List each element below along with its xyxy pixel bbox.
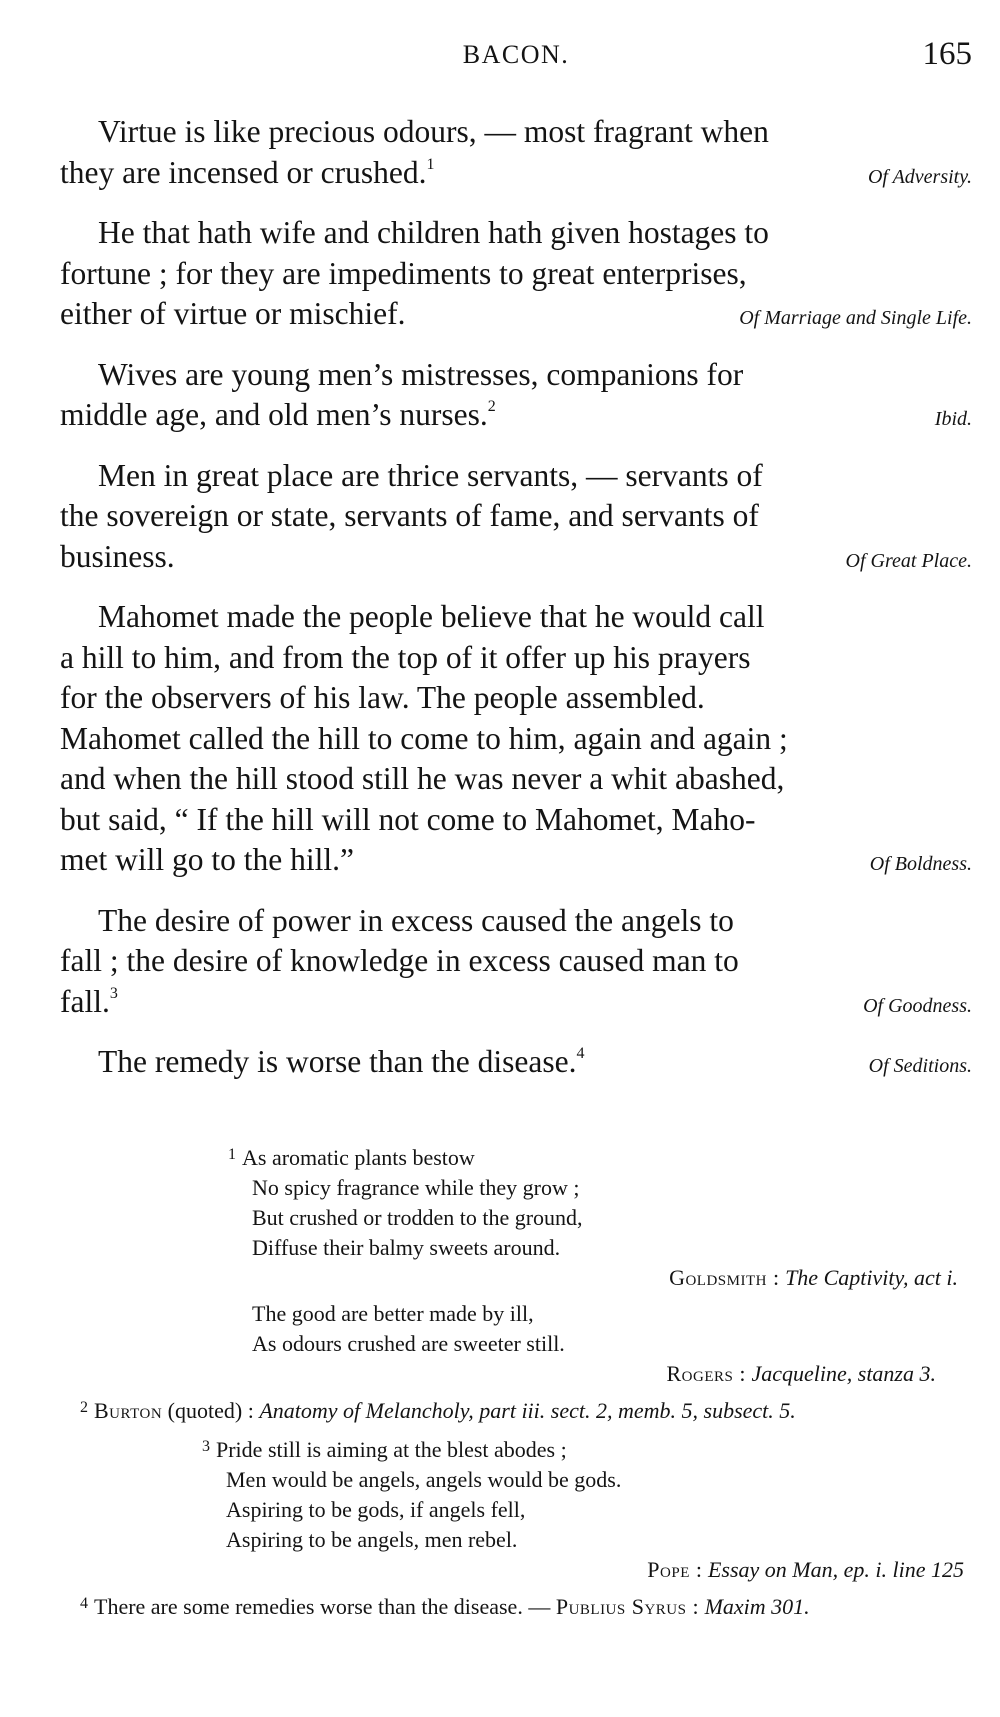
quotation-source: Ibid. [934, 408, 972, 430]
footnote-text: (quoted) : [162, 1398, 260, 1423]
page-header [60, 36, 972, 76]
quotation-source: Of Boldness. [869, 853, 972, 875]
quotation-line-last: met will go to the hill.” [60, 842, 354, 877]
footnote-1 [60, 1140, 972, 1389]
footnote-ref: 2 [487, 398, 496, 415]
quotations [60, 112, 972, 1103]
quotation-line: He that hath wife and children hath given hostages to [98, 215, 769, 250]
quotation-line-last [60, 395, 496, 436]
attribution-work: The Captivity, act i. [785, 1265, 958, 1290]
footnote-mark: 2 [80, 1399, 88, 1416]
quotation-line: Virtue is like precious odours, — most fragrant when [98, 114, 769, 149]
poem-line [228, 1140, 972, 1173]
footnote-3 [60, 1432, 972, 1585]
footnote-mark: 1 [228, 1146, 236, 1163]
quotation-line: Mahomet called the hill to come to him, again and again ; [60, 720, 788, 756]
footnote-text: There are some remedies worse than the disease. — [94, 1594, 556, 1619]
quotation-tail [60, 537, 972, 582]
quotation [60, 597, 972, 885]
poem-text: As aromatic plants bestow [242, 1145, 475, 1170]
footnote-author: Burton [94, 1398, 163, 1423]
quotation [60, 112, 972, 197]
quotation-line-last: either of virtue or mischief. [60, 296, 406, 331]
footnote-4 [60, 1589, 972, 1622]
quotation-source: Of Adversity. [867, 165, 972, 188]
footnote-work: Maxim 301. [704, 1594, 810, 1619]
footnote-attribution [60, 1555, 972, 1585]
quotation-tail [60, 1042, 972, 1087]
quotation-line: Mahomet made the people believe that he would call [98, 599, 765, 634]
poem-line: Diffuse their balmy sweets around. [252, 1235, 561, 1260]
footnotes [60, 1140, 972, 1622]
quotation-source: Of Marriage and Single Life. [739, 307, 972, 329]
quotation-text: they are incensed or crushed. [60, 154, 427, 190]
quotation [60, 1042, 972, 1087]
quotation-text: middle age, and old men’s nurses. [60, 397, 488, 432]
quotation-line: Wives are young men’s mistresses, companions for [98, 356, 744, 392]
attribution-author: Rogers : [666, 1361, 746, 1386]
footnote-ref: 4 [576, 1045, 585, 1062]
quotation-line-last [60, 982, 118, 1023]
quotation-line-last [60, 1042, 584, 1083]
quotation-line-last [60, 153, 434, 194]
quotation [60, 456, 972, 582]
quotation [60, 213, 972, 339]
footnote-2 [60, 1393, 972, 1426]
quotation-line: The desire of power in excess caused the angels to [98, 902, 734, 938]
poem-line: The good are better made by ill, [252, 1301, 534, 1326]
quotation-source: Of Seditions. [868, 1055, 972, 1077]
quotation-line: fall ; the desire of knowledge in excess caused man to [60, 943, 739, 978]
quotation-line: but said, “ If the hill will not come to Mahomet, Maho- [60, 801, 756, 837]
attribution-work: Jacqueline, stanza 3. [751, 1361, 936, 1386]
footnote-poem [202, 1432, 972, 1555]
footnote-ref: 1 [426, 155, 435, 173]
quotation-tail [60, 153, 972, 198]
poem-line: No spicy fragrance while they grow ; [252, 1175, 580, 1200]
poem-text: Pride still is aiming at the blest abodes ; [216, 1437, 567, 1462]
quotation [60, 355, 972, 440]
poem-line: Aspiring to be angels, men rebel. [226, 1527, 518, 1552]
footnote-poem [252, 1299, 972, 1359]
running-head: BACON. [462, 40, 570, 69]
quotation-tail [60, 982, 972, 1027]
quotation-tail [60, 395, 972, 440]
quotation-line: fortune ; for they are impediments to great enterprises, [60, 255, 747, 291]
footnote-work: Anatomy of Melancholy, part iii. sect. 2, memb. 5, subsect. 5. [259, 1398, 796, 1423]
page-number: 165 [922, 36, 972, 72]
quotation-tail [60, 840, 972, 885]
footnote-poem [228, 1140, 972, 1263]
quotation-line: a hill to him, and from the top of it offer up his prayers [60, 639, 751, 675]
footnote-author: Publius Syrus : [555, 1594, 700, 1619]
footnote-mark: 3 [202, 1438, 210, 1455]
quotation-line: and when the hill stood still he was never a whit abashed, [60, 761, 785, 796]
poem-line: As odours crushed are sweeter still. [252, 1331, 565, 1356]
quotation-text: fall. [60, 983, 110, 1019]
footnote-mark: 4 [80, 1595, 88, 1612]
poem-line: Aspiring to be gods, if angels fell, [226, 1497, 526, 1522]
footnote-attribution [60, 1359, 972, 1389]
footnote-attribution [60, 1263, 972, 1293]
attribution-author: Pope : [647, 1557, 703, 1582]
attribution-author: Goldsmith : [669, 1265, 780, 1290]
poem-line: But crushed or trodden to the ground, [252, 1205, 583, 1230]
quotation-line: Men in great place are thrice servants, — servants of [98, 457, 763, 493]
poem-line: Men would be angels, angels would be gods. [226, 1467, 622, 1492]
quotation-line: the sovereign or state, servants of fame, and servants of [60, 498, 759, 533]
quotation-text: The remedy is worse than the disease. [98, 1044, 577, 1079]
quotation-tail [60, 294, 972, 339]
footnote-ref: 3 [109, 984, 118, 1002]
quotation [60, 901, 972, 1027]
quotation-source: Of Great Place. [845, 549, 972, 572]
quotation-line-last: business. [60, 538, 175, 574]
poem-line [202, 1432, 972, 1465]
quotation-line: for the observers of his law. The people assembled. [60, 680, 705, 715]
quotation-source: Of Goodness. [863, 994, 972, 1017]
attribution-work: Essay on Man, ep. i. line 125 [707, 1557, 964, 1582]
